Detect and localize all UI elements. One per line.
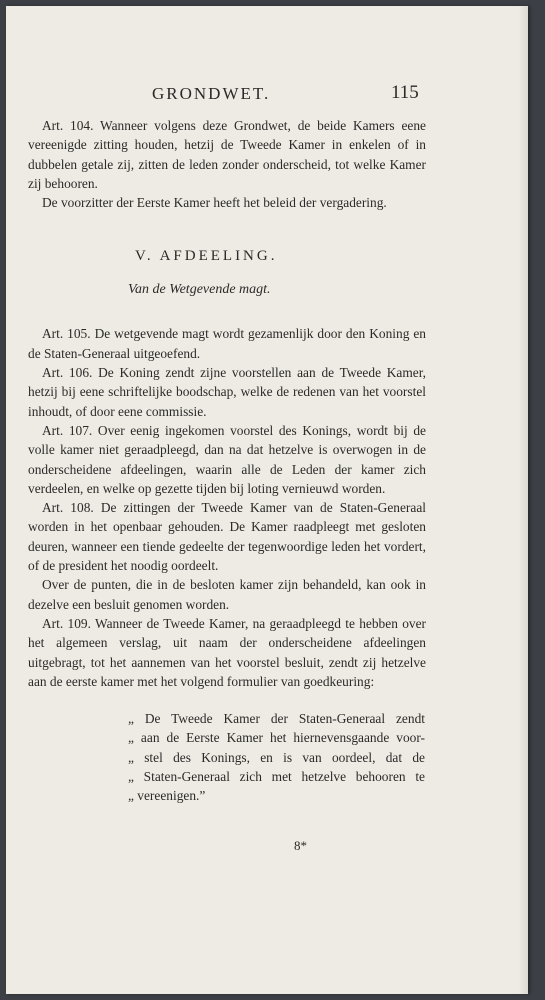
- quote-line: „ vereenigen.”: [128, 788, 206, 804]
- page-body: [28, 116, 426, 806]
- quote-line: „ aan de Eerste Kamer het hiernevensgaande voor-: [128, 730, 425, 746]
- page-edge-shadow: [518, 6, 528, 994]
- quote-line: „ Staten-Generaal zich met hetzelve behooren te: [128, 769, 425, 785]
- article-106: Art. 106. De Koning zendt zijne voorstellen aan de Tweede Kamer, hetzij bij eene schriftelijke boodschap, welke de redenen van het voorstel inhoudt, of door eene commissie.: [28, 365, 426, 419]
- paragraph-besloten-kamer: Over de punten, die in de besloten kamer zijn behandeld, kan ook in dezelve een besluit genomen worden.: [28, 577, 426, 612]
- article-107: Art. 107. Over eenig ingekomen voorstel des Konings, wordt bij de volle kamer niet geraadpleegd, dan na dat hetzelve is overwogen in de onderscheidene afdeelingen, waarin alle de Leden der kamer zich verdeelen, en welke op gezette tijden bij loting vernieuwd worden.: [28, 422, 426, 496]
- section-heading: V. AFDEELING.: [135, 248, 278, 265]
- page-number: 115: [391, 82, 419, 103]
- article-108: Art. 108. De zittingen der Tweede Kamer van de Staten-Generaal worden in het openbaar gehouden. De Kamer raadpleegt met gesloten deuren, wanneer een tiende gedeelte der tegenwoordige leden het vordert, of de president het noodig oordeelt.: [28, 500, 426, 574]
- running-title: GRONDWET.: [152, 84, 271, 103]
- quote-line: „ stel des Konings, en is van oordeel, dat de: [128, 749, 425, 765]
- page-header: [6, 84, 528, 106]
- quote-line: „ De Tweede Kamer der Staten-Generaal zendt: [128, 711, 425, 727]
- book-page: [6, 6, 528, 994]
- approval-formula-quote: [128, 709, 425, 805]
- article-104: Art. 104. Wanneer volgens deze Grondwet, de beide Kamers eene vereenigde zitting houden, hetzij de Tweede Kamer in enkelen of in dubbelen getale zij, zitten de leden zonder onderscheid, tot welke Kamer zij behooren.: [28, 118, 426, 191]
- article-109: Art. 109. Wanneer de Tweede Kamer, na geraadpleegd te hebben over het algemeen verslag, uit naam der onderscheidene afdeelingen uitgebragt, tot het aannemen van het voorstel besluit, zendt zij hetzelve aan de eerste kamer met het volgend formulier van goedkeuring:: [28, 615, 426, 689]
- section-subheading: Van de Wetgevende magt.: [128, 282, 271, 298]
- paragraph-voorzitter: De voorzitter der Eerste Kamer heeft het beleid der vergadering.: [42, 195, 387, 211]
- article-105: Art. 105. De wetgevende magt wordt gezamenlijk door den Koning en de Staten-Generaal uitgeoefend.: [28, 326, 426, 361]
- signature-mark: 8*: [294, 838, 307, 853]
